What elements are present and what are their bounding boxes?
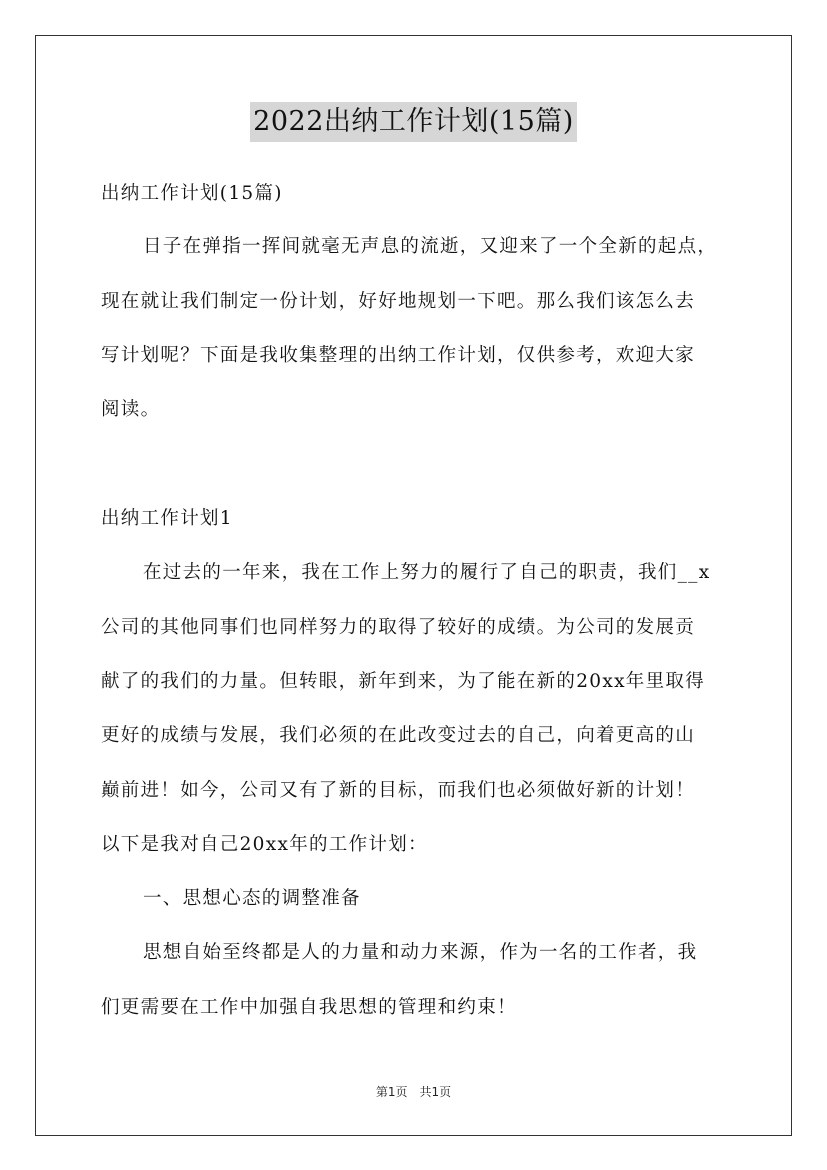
section-title: 出纳工作计划1 (101, 508, 233, 529)
intro-line-1: 日子在弹指一挥间就毫无声息的流逝，又迎来了一个全新的起点， (143, 236, 718, 257)
page-total: 共1页 (419, 1085, 452, 1099)
title-container (0, 102, 827, 142)
page-footer (0, 1083, 827, 1100)
item-heading: 一、思想心态的调整准备 (143, 888, 361, 909)
page-number: 第1页 (375, 1085, 408, 1099)
intro-line-3: 写计划呢？下面是我收集整理的出纳工作计划，仅供参考，欢迎大家 (101, 345, 696, 366)
body-line-5: 巅前进！如今，公司又有了新的目标，而我们也必须做好新的计划！ (101, 780, 696, 801)
document-title: 2022出纳工作计划(15篇) (250, 102, 577, 142)
body-line-4: 更好的成绩与发展，我们必须的在此改变过去的自己，向着更高的山 (101, 725, 696, 746)
document-subtitle: 出纳工作计划(15篇) (101, 183, 283, 204)
item-line-2: 们更需要在工作中加强自我思想的管理和约束！ (101, 997, 517, 1018)
body-line-1: 在过去的一年来，我在工作上努力的履行了自己的职责，我们__x (143, 562, 711, 583)
item-line-1: 思想自始至终都是人的力量和动力来源，作为一名的工作者，我 (143, 942, 698, 963)
body-line-3: 献了的我们的力量。但转眼，新年到来，为了能在新的20xx年里取得 (101, 671, 706, 692)
body-line-6: 以下是我对自己20xx年的工作计划： (101, 834, 428, 855)
intro-line-2: 现在就让我们制定一份计划，好好地规划一下吧。那么我们该怎么去 (101, 291, 696, 312)
intro-line-4: 阅读。 (101, 399, 161, 420)
body-line-2: 公司的其他同事们也同样努力的取得了较好的成绩。为公司的发展贡 (101, 617, 696, 638)
